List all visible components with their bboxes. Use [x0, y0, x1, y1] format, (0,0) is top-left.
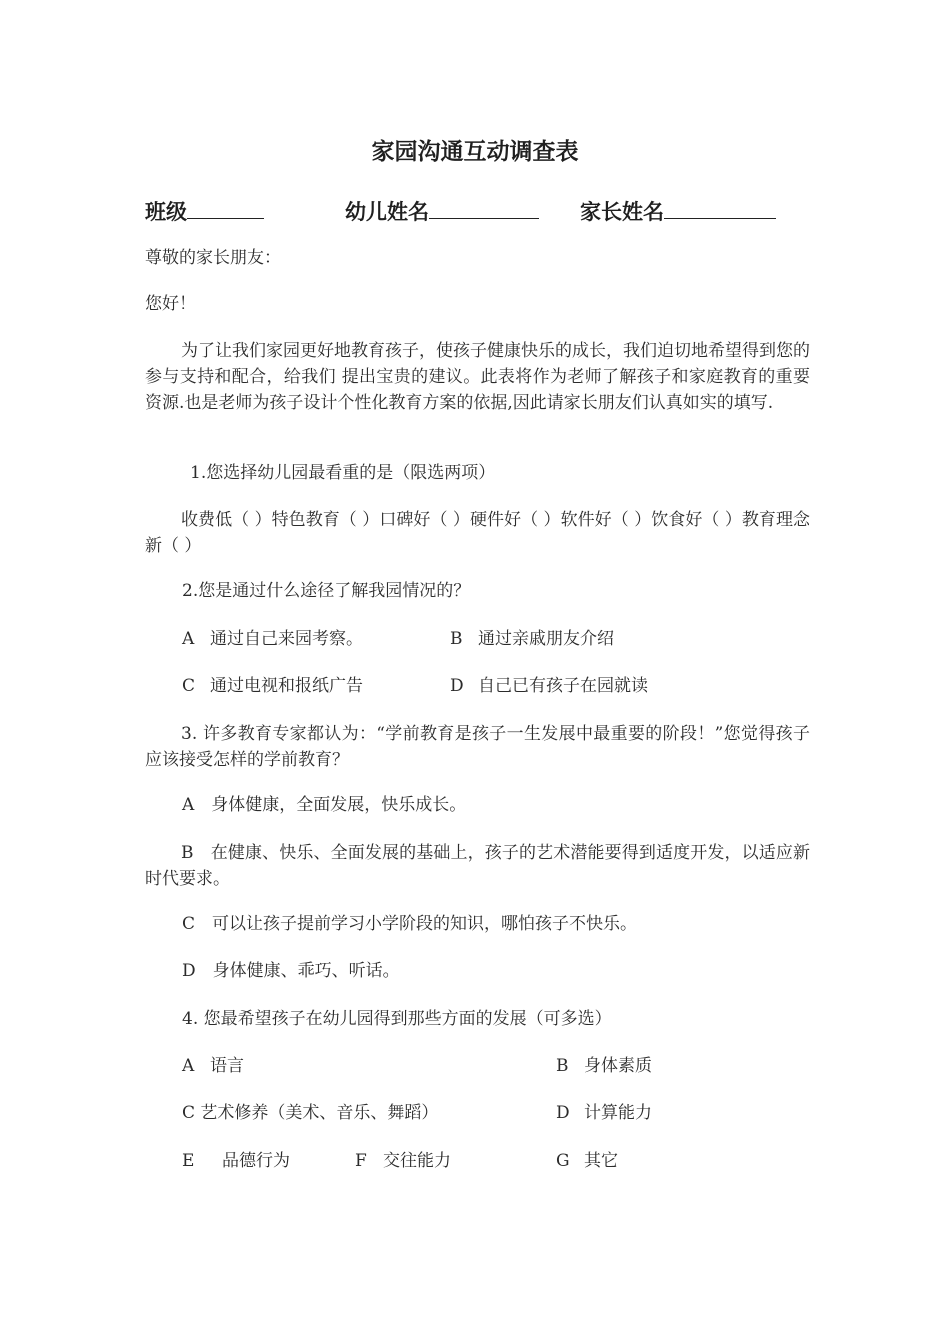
q2-option-d: [450, 674, 648, 698]
option-label: D: [450, 676, 464, 696]
option-text: 语言: [210, 1056, 244, 1076]
q4-option-a: [182, 1054, 244, 1078]
option-text: 品德行为: [222, 1151, 290, 1171]
intro-paragraph: 为了让我们家园更好地教育孩子，使孩子健康快乐的成长，我们迫切地希望得到您的参与支持和配合，给我们 提出宝贵的建议。此表将作为老师了解孩子和家庭教育的重要资源.也是老师为孩子设计个性化教育方案的依据,因此请家长朋友们认真如实的填写.: [145, 341, 810, 413]
option-label: C: [182, 676, 196, 696]
q1-options: 收费低（ ）特色教育（ ）口碑好（ ）硬件好（ ）软件好（ ）饮食好（ ）教育理念新（ ）: [145, 510, 810, 556]
q4-option-f: [355, 1149, 451, 1173]
q4-question: 4. 您最希望孩子在幼儿园得到那些方面的发展（可多选）: [182, 1009, 612, 1029]
q2-option-b: [450, 627, 614, 651]
option-text: 计算能力: [584, 1103, 652, 1123]
q2-option-c: [182, 674, 363, 698]
parent-name-label: 家长姓名: [580, 200, 664, 224]
option-label: B: [556, 1056, 569, 1076]
q3-option-d: D 身体健康、乖巧、听话。: [182, 961, 400, 981]
q3-question: 3. 许多教育专家都认为：“学前教育是孩子一生发展中最重要的阶段！”您觉得孩子应该接受怎样的学前教育？: [145, 724, 810, 770]
option-label: E: [182, 1151, 195, 1171]
q3-option-c: C 可以让孩子提前学习小学阶段的知识，哪怕孩子不快乐。: [182, 914, 638, 934]
class-field: [145, 196, 264, 226]
hello: 您好！: [145, 294, 196, 314]
q4-option-b: [556, 1054, 652, 1078]
option-text: 自己已有孩子在园就读: [478, 676, 648, 696]
option-text: 交往能力: [383, 1151, 451, 1171]
q4-option-c: C 艺术修养（美术、音乐、舞蹈）: [182, 1103, 439, 1123]
parent-name-blank[interactable]: [664, 200, 776, 219]
class-blank[interactable]: [187, 200, 264, 219]
option-label: B: [450, 629, 463, 649]
option-label: D: [556, 1103, 570, 1123]
class-label: 班级: [145, 200, 187, 224]
q3-option-b: B 在健康、快乐、全面发展的基础上，孩子的艺术潜能要得到适度开发，以适应新时代要求。: [145, 843, 810, 889]
option-text: 通过自己来园考察。: [210, 629, 363, 649]
q4-option-g: [556, 1149, 618, 1173]
child-name-label: 幼儿姓名: [345, 200, 429, 224]
q2-question: 2.您是通过什么途径了解我园情况的？: [182, 581, 471, 601]
option-text: 通过亲戚朋友介绍: [478, 629, 614, 649]
parent-name-field: [580, 196, 776, 226]
child-name-blank[interactable]: [429, 200, 539, 219]
child-name-field: [345, 196, 539, 226]
option-text: 其它: [584, 1151, 618, 1171]
greeting: 尊敬的家长朋友：: [145, 248, 281, 268]
q3-option-a: A 身体健康，全面发展，快乐成长。: [182, 795, 467, 815]
option-label: A: [182, 1056, 195, 1076]
option-text: 身体素质: [584, 1056, 652, 1076]
page-title: 家园沟通互动调查表: [371, 139, 579, 165]
option-label: F: [355, 1151, 367, 1171]
q4-option-d: [556, 1101, 652, 1125]
option-label: G: [556, 1151, 570, 1171]
q4-option-e: [182, 1149, 290, 1173]
option-text: 通过电视和报纸广告: [210, 676, 363, 696]
option-label: A: [182, 629, 195, 649]
q2-option-a: [182, 627, 363, 651]
q1-question: 1.您选择幼儿园最看重的是（限选两项）: [190, 463, 496, 483]
